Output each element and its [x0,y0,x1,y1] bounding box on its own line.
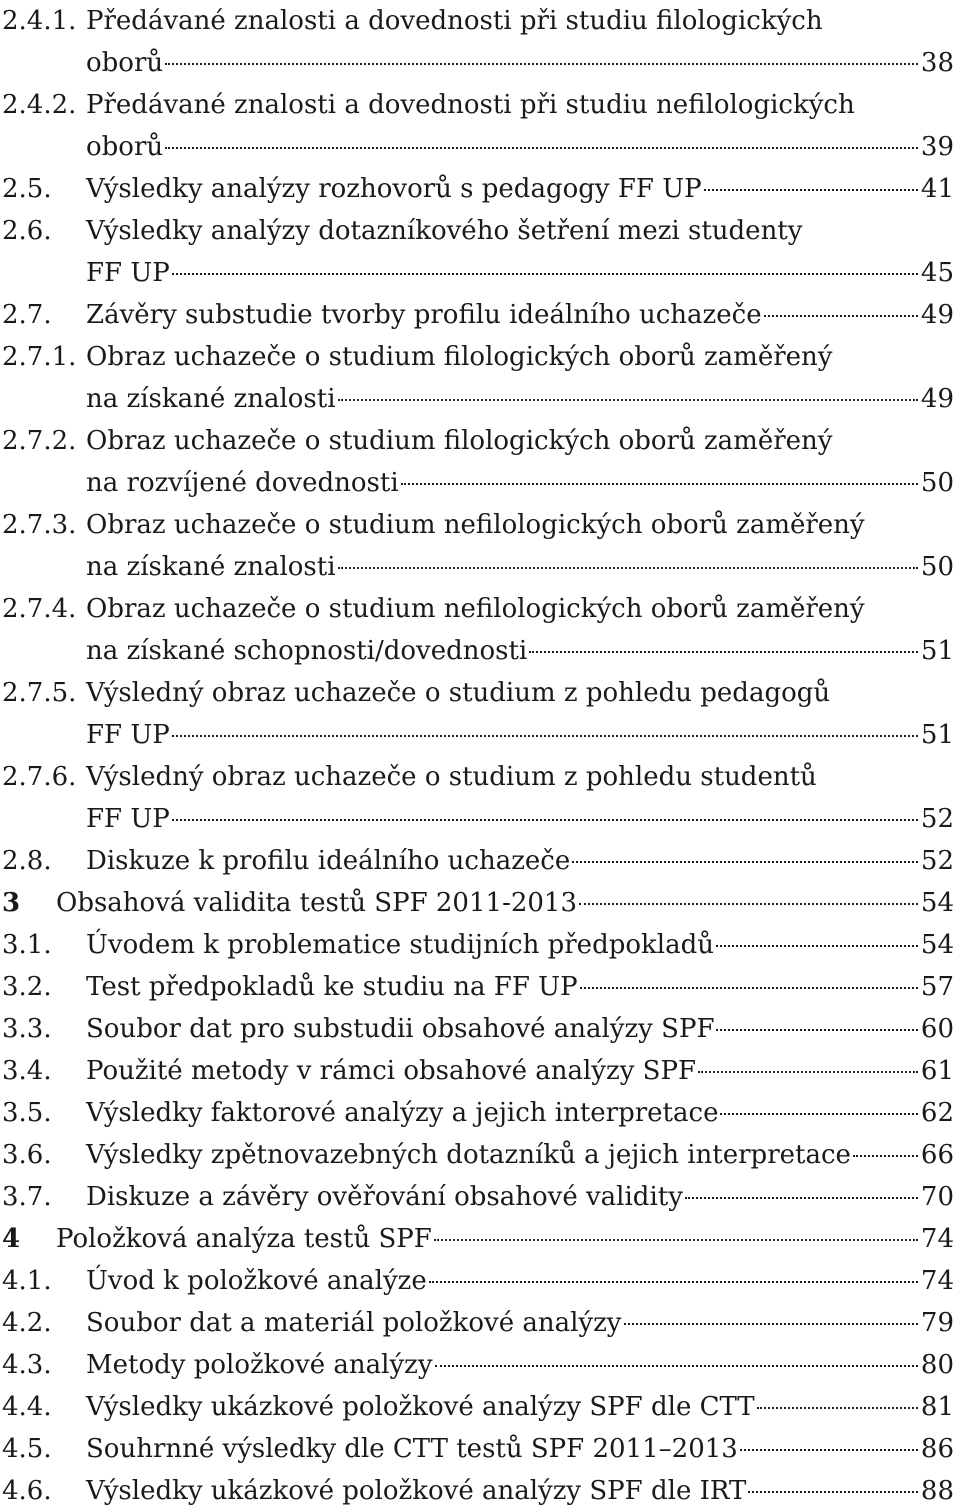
toc-entry-page: 74 [920,1224,954,1254]
toc-entry-title: Úvod k položkové analýze [86,1266,427,1296]
toc-entry[interactable] [0,588,960,672]
toc-entry[interactable] [0,1050,960,1092]
toc-entry-title: Použité metody v rámci obsahové analýzy SPF [86,1056,696,1086]
dot-leader [716,1029,918,1031]
toc-entry-title: Úvodem k problematice studijních předpokladů [86,930,714,960]
toc-entry-title-continued: oborů [86,48,164,78]
dot-leader [720,1113,918,1115]
dot-leader [764,315,918,317]
toc-entry-title-continued: FF UP [86,804,170,834]
toc-chapter-entry[interactable] [0,882,960,924]
toc-entry-number: 2.7.3. [2,510,77,540]
dot-leader [748,1491,918,1493]
toc-entry-title: Výsledný obraz uchazeče o studium z pohledu pedagogů [86,678,831,708]
toc-entry[interactable] [0,1470,960,1512]
toc-entry-page: 51 [920,636,954,666]
toc-entry-number: 4.1. [2,1266,52,1296]
toc-entry[interactable] [0,924,960,966]
toc-entry[interactable] [0,966,960,1008]
toc-entry-page: 39 [920,132,954,162]
toc-entry-number: 4.2. [2,1308,52,1338]
toc-entry-title-continued: na získané schopnosti/dovednosti [86,636,528,666]
dot-leader [580,987,918,989]
toc-entry-page: 79 [920,1308,954,1338]
toc-entry-page: 49 [920,384,954,414]
toc-entry[interactable] [0,1386,960,1428]
toc-entry-title: Výsledky faktorové analýzy a jejich interpretace [86,1098,719,1128]
toc-entry-page: 50 [920,468,954,498]
toc-entry-number: 3.4. [2,1056,52,1086]
toc-entry-title-continued: na rozvíjené dovednosti [86,468,399,498]
toc-entry-page: 61 [920,1056,954,1086]
toc-entry-title: Obraz uchazeče o studium filologických oborů zaměřený [86,426,833,456]
toc-entry[interactable] [0,756,960,840]
toc-entry-title: Výsledky analýzy dotazníkového šetření mezi studenty [86,216,803,246]
toc-entry-title: Výsledky ukázkové položkové analýzy SPF dle IRT [86,1476,747,1506]
toc-entry-number: 4.5. [2,1434,52,1464]
dot-leader [401,483,918,485]
toc-entry-title: Výsledky zpětnovazebných dotazníků a jejich interpretace [86,1140,851,1170]
toc-entry-number: 2.7.1. [2,342,77,372]
toc-chapter-entry[interactable] [0,1218,960,1260]
dot-leader [740,1449,918,1451]
toc-entry[interactable] [0,1302,960,1344]
toc-entry-title: Výsledky ukázkové položkové analýzy SPF dle CTT [86,1392,755,1422]
toc-entry[interactable] [0,1008,960,1050]
toc-entry-title: Výsledný obraz uchazeče o studium z pohledu studentů [86,762,817,792]
toc-entry-number: 2.7.4. [2,594,77,624]
toc-entry-number: 4.3. [2,1350,52,1380]
toc-entry[interactable] [0,1134,960,1176]
dot-leader [172,273,918,275]
toc-entry-number: 2.5. [2,174,52,204]
toc-entry[interactable] [0,1260,960,1302]
toc-entry-page: 62 [920,1098,954,1128]
toc-entry[interactable] [0,84,960,168]
toc-entry-page: 52 [920,804,954,834]
toc-entry-page: 50 [920,552,954,582]
toc-chapter-number: 3 [2,888,21,918]
dot-leader [165,147,918,149]
toc-entry-title: Výsledky analýzy rozhovorů s pedagogy FF UP [86,174,702,204]
toc-entry-title: Diskuze a závěry ověřování obsahové validity [86,1182,683,1212]
toc-entry-title: Diskuze k profilu ideálního uchazeče [86,846,571,876]
toc-entry[interactable] [0,168,960,210]
toc-entry-title-continued: FF UP [86,258,170,288]
dot-leader [716,945,918,947]
toc-entry-page: 80 [920,1350,954,1380]
toc-entry-page: 88 [920,1476,954,1506]
toc-entry-page: 60 [920,1014,954,1044]
toc-entry-title-continued: na získané znalosti [86,552,336,582]
toc-entry-number: 3.2. [2,972,52,1002]
toc-entry-number: 2.7.5. [2,678,77,708]
toc-entry-title: Obraz uchazeče o studium nefilologických oborů zaměřený [86,594,865,624]
toc-entry-page: 57 [920,972,954,1002]
toc-entry[interactable] [0,672,960,756]
dot-leader [579,903,918,905]
dot-leader [529,651,918,653]
toc-entry-number: 2.7. [2,300,52,330]
toc-entry-page: 51 [920,720,954,750]
toc-entry-title-continued: na získané znalosti [86,384,336,414]
dot-leader [338,399,918,401]
toc-entry[interactable] [0,1428,960,1470]
toc-entry-number: 3.7. [2,1182,52,1212]
toc-entry-page: 74 [920,1266,954,1296]
dot-leader [624,1323,919,1325]
toc-entry-title-continued: oborů [86,132,164,162]
toc-entry-title: Obraz uchazeče o studium nefilologických oborů zaměřený [86,510,865,540]
dot-leader [698,1071,918,1073]
dot-leader [572,861,918,863]
toc-entry-title: Předávané znalosti a dovednosti při studiu filologických [86,6,823,36]
toc-entry-title: Předávané znalosti a dovednosti při studiu nefilologických [86,90,855,120]
toc-chapter-title: Obsahová validita testů SPF 2011-2013 [56,888,578,918]
toc-entry[interactable] [0,840,960,882]
toc-entry-number: 3.6. [2,1140,52,1170]
toc-entry-title: Soubor dat pro substudii obsahové analýzy SPF [86,1014,715,1044]
toc-entry-page: 41 [920,174,954,204]
toc-entry[interactable] [0,294,960,336]
toc-entry-page: 81 [920,1392,954,1422]
toc-entry-page: 54 [920,888,954,918]
toc-entry-page: 70 [920,1182,954,1212]
dot-leader [704,189,918,191]
toc-entry[interactable] [0,420,960,504]
toc-entry-number: 2.8. [2,846,52,876]
toc-chapter-title: Položková analýza testů SPF [56,1224,432,1254]
dot-leader [172,819,918,821]
dot-leader [435,1365,918,1367]
toc-entry[interactable] [0,0,960,84]
toc-entry-page: 54 [920,930,954,960]
toc-entry-page: 38 [920,48,954,78]
dot-leader [685,1197,918,1199]
toc-entry-title-continued: FF UP [86,720,170,750]
toc-entry[interactable] [0,336,960,420]
dot-leader [853,1155,918,1157]
toc-entry-number: 4.4. [2,1392,52,1422]
toc-entry[interactable] [0,504,960,588]
toc-entry-number: 2.6. [2,216,52,246]
toc-entry-page: 45 [920,258,954,288]
dot-leader [757,1407,918,1409]
toc-entry[interactable] [0,1092,960,1134]
dot-leader [429,1281,918,1283]
toc-entry-number: 2.7.6. [2,762,77,792]
toc-entry-title: Test předpokladů ke studiu na FF UP [86,972,578,1002]
toc-entry[interactable] [0,1344,960,1386]
toc-entry-title: Souhrnné výsledky dle CTT testů SPF 2011–2013 [86,1434,738,1464]
toc-entry-title: Soubor dat a materiál položkové analýzy [86,1308,622,1338]
toc-entry[interactable] [0,210,960,294]
toc-entry[interactable] [0,1176,960,1218]
toc-chapter-number: 4 [2,1224,21,1254]
toc-entry-title: Závěry substudie tvorby profilu ideálního uchazeče [86,300,762,330]
dot-leader [338,567,918,569]
toc-entry-number: 2.4.1. [2,6,77,36]
toc-entry-page: 66 [920,1140,954,1170]
toc-entry-page: 52 [920,846,954,876]
toc-entry-number: 3.1. [2,930,52,960]
toc-entry-title: Metody položkové analýzy [86,1350,433,1380]
dot-leader [434,1239,918,1241]
toc-entry-number: 3.3. [2,1014,52,1044]
toc-entry-number: 2.7.2. [2,426,77,456]
dot-leader [165,63,918,65]
dot-leader [172,735,918,737]
toc-entry-page: 86 [920,1434,954,1464]
toc-entry-page: 49 [920,300,954,330]
toc-entry-title: Obraz uchazeče o studium filologických oborů zaměřený [86,342,833,372]
toc-entry-number: 4.6. [2,1476,52,1506]
toc-entry-number: 3.5. [2,1098,52,1128]
toc-entry-number: 2.4.2. [2,90,77,120]
